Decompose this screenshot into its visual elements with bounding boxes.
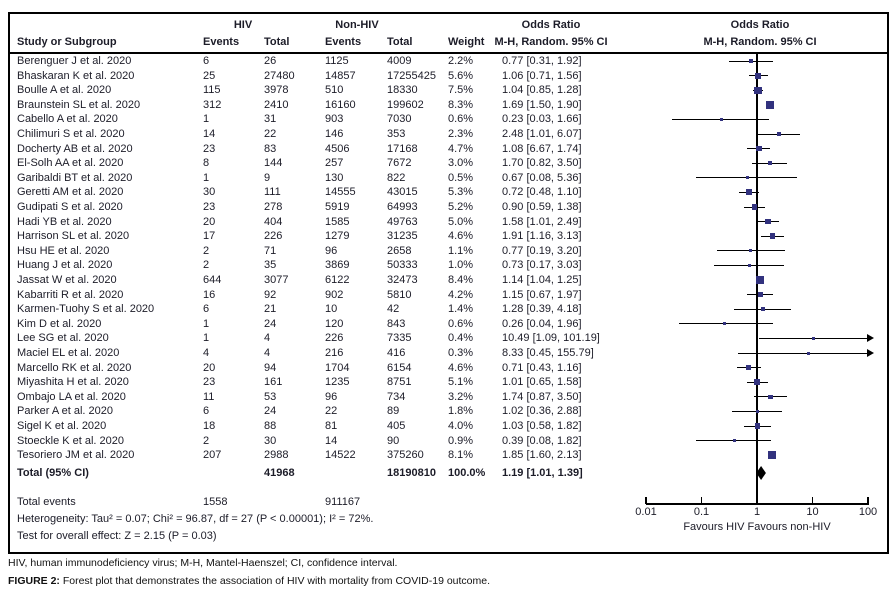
nonhiv-total-value: 7672 [387, 157, 412, 170]
hiv-events-value: 312 [203, 98, 222, 111]
hiv-total-value: 9 [264, 171, 271, 184]
weight-value: 1.4% [448, 303, 474, 316]
nonhiv-events-value: 96 [325, 390, 338, 403]
or-point-marker [758, 292, 763, 297]
nonhiv-events-value: 14 [325, 434, 338, 447]
study-name: Jassat W et al. 2020 [17, 274, 117, 286]
nonhiv-total-value: 43015 [387, 186, 418, 199]
study-row [0, 229, 648, 244]
nonhiv-total-value: 17168 [387, 142, 418, 155]
hiv-total-value: 88 [264, 420, 277, 432]
or-ci-value: 0.77 [0.31, 1.92] [502, 55, 582, 67]
axis-tick-label: 10 [806, 506, 819, 518]
study-row [0, 288, 648, 303]
hiv-total-value: 3077 [264, 274, 289, 286]
hiv-events-value: 8 [203, 157, 210, 170]
hiv-events-value: 11 [203, 390, 215, 403]
or-point-marker [748, 264, 751, 267]
total-events-row [0, 495, 648, 510]
study-name: Huang J et al. 2020 [17, 259, 113, 272]
total-label: Total (95% CI) [17, 467, 89, 479]
odds-ratio-plot-subtitle: M-H, Random. 95% CI [703, 36, 817, 48]
hiv-total-value: 92 [264, 288, 277, 301]
weight-value: 1.0% [448, 259, 474, 272]
or-ci-value: 0.72 [0.48, 1.10] [502, 186, 582, 199]
study-row [0, 200, 648, 215]
study-name: Docherty AB et al. 2020 [17, 142, 133, 155]
hiv-total-value: 278 [264, 201, 283, 213]
hiv-total-value: 35 [264, 259, 277, 272]
or-point-marker [768, 161, 772, 165]
study-row [0, 317, 648, 332]
hiv-events-value: 23 [203, 201, 216, 213]
study-name: Bhaskaran K et al. 2020 [17, 69, 135, 82]
weight-value: 4.6% [448, 361, 474, 374]
nonhiv-events-value: 226 [325, 332, 344, 345]
figure-caption [8, 575, 490, 587]
study-name: Chilimuri S et al. 2020 [17, 128, 125, 140]
weight-value: 0.3% [448, 347, 474, 359]
weight-value: 7.5% [448, 84, 474, 97]
nonhiv-events-value: 14857 [325, 69, 356, 82]
nonhiv-total-value: 822 [387, 171, 406, 184]
nonhiv-events-value: 1704 [325, 361, 350, 374]
nonhiv-total-value: 734 [387, 390, 406, 403]
figure-caption-label: FIGURE 2: [8, 575, 60, 587]
or-ci-value: 1.28 [0.39, 4.18] [502, 303, 582, 316]
weight-value: 5.2% [448, 201, 474, 213]
axis-tick [756, 497, 758, 504]
axis-tick [645, 497, 647, 504]
hiv-total-value: 30 [264, 434, 277, 447]
or-ci-value: 2.48 [1.01, 6.07] [502, 128, 582, 140]
study-name: Kim D et al. 2020 [17, 317, 102, 330]
nonhiv-total-value: 199602 [387, 98, 424, 111]
nonhiv-total-value: 2658 [387, 244, 412, 257]
weight-value: 5.3% [448, 186, 474, 199]
study-row [0, 83, 648, 98]
or-ci-value: 1.03 [0.58, 1.82] [502, 420, 582, 432]
study-name: El-Solh AA et al. 2020 [17, 157, 124, 170]
study-row [0, 112, 648, 127]
weight-value: 0.9% [448, 434, 474, 447]
study-row [0, 361, 648, 376]
hiv-events-value: 1 [203, 332, 210, 345]
hiv-events-value: 23 [203, 376, 216, 389]
nonhiv-events-value: 16160 [325, 98, 356, 111]
study-name: Geretti AM et al. 2020 [17, 186, 124, 199]
or-point-marker [756, 146, 762, 152]
or-point-marker [746, 365, 751, 370]
study-row [0, 302, 648, 317]
hiv-total-value: 111 [264, 186, 281, 199]
study-row [0, 375, 648, 390]
study-name: Garibaldi BT et al. 2020 [17, 171, 133, 184]
or-ci-value: 1.15 [0.67, 1.97] [502, 288, 582, 301]
study-row [0, 331, 648, 346]
odds-ratio-text-title: Odds Ratio [521, 19, 581, 31]
hiv-events-value: 17 [203, 230, 216, 243]
study-name: Cabello A et al. 2020 [17, 113, 118, 126]
or-point-marker [770, 233, 775, 238]
nonhiv-events-value: 22 [325, 405, 338, 418]
or-ci-value: 1.08 [6.67, 1.74] [502, 142, 582, 155]
or-ci-value: 1.85 [1.60, 2.13] [502, 449, 582, 462]
hiv-events-value: 4 [203, 347, 210, 359]
hiv-total-value: 53 [264, 390, 277, 403]
nonhiv-total-value: 5810 [387, 288, 412, 301]
figure-caption-text: Forest plot that demonstrates the association of HIV with mortality from COVID-19 outcome. [59, 575, 491, 587]
hiv-events-value: 207 [203, 449, 222, 462]
hiv-events-value: 2 [203, 434, 210, 447]
hiv-events-value: 20 [203, 361, 216, 374]
axis-tick-label: 100 [858, 506, 878, 518]
nonhiv-events-value: 10 [325, 303, 338, 316]
hiv-total-value: 31 [264, 113, 277, 126]
weight-value: 2.3% [448, 128, 474, 140]
or-ci-value: 0.71 [0.43, 1.16] [502, 361, 582, 374]
or-point-marker [755, 423, 760, 428]
hiv-events-value: 30 [203, 186, 216, 199]
nonhiv-total-value: 90 [387, 434, 400, 447]
or-ci-value: 0.23 [0.03, 1.66] [502, 113, 582, 126]
or-ci-value: 1.91 [1.16, 3.13] [502, 230, 582, 243]
weight-value: 4.0% [448, 420, 474, 432]
nonhiv-total-col-header: Total [387, 36, 413, 48]
or-point-marker [723, 322, 726, 325]
nonhiv-events-value: 510 [325, 84, 344, 97]
hiv-total-value: 22 [264, 128, 277, 140]
hiv-events-value: 6 [203, 55, 210, 67]
total-or-ci: 1.19 [1.01, 1.39] [502, 467, 583, 479]
or-point-marker [746, 176, 749, 179]
study-name: Ombajo LA et al. 2020 [17, 390, 126, 403]
hiv-events-value: 6 [203, 405, 210, 418]
nonhiv-events-value: 1235 [325, 376, 350, 389]
study-row [0, 156, 648, 171]
study-row [0, 419, 648, 434]
nonhiv-total-value: 42 [387, 303, 400, 316]
hiv-group-header: HIV [233, 19, 253, 31]
study-row [0, 390, 648, 405]
or-point-marker [756, 276, 764, 284]
weight-value: 4.6% [448, 230, 474, 243]
or-ci-value: 1.14 [1.04, 1.25] [502, 274, 582, 286]
hiv-events-value: 115 [203, 84, 221, 97]
axis-tick [812, 497, 814, 504]
weight-value: 0.5% [448, 171, 474, 184]
nonhiv-total-value: 32473 [387, 274, 418, 286]
or-point-marker [765, 219, 771, 225]
study-name: Sigel K et al. 2020 [17, 420, 107, 432]
nonhiv-events-value: 216 [325, 347, 344, 359]
weight-value: 3.0% [448, 157, 474, 170]
hiv-events-value: 1 [203, 317, 210, 330]
weight-value: 8.3% [448, 98, 474, 111]
or-ci-value: 1.04 [0.85, 1.28] [502, 84, 582, 97]
study-name: Berenguer J et al. 2020 [17, 55, 132, 67]
total-row [0, 466, 648, 481]
hiv-events-col-header: Events [203, 36, 240, 48]
nonhiv-total-value: 375260 [387, 449, 424, 462]
hiv-total-value: 161 [264, 376, 283, 389]
or-ci-value: 1.02 [0.36, 2.88] [502, 405, 582, 418]
study-name: Gudipati S et al. 2020 [17, 201, 123, 213]
weight-col-header: Weight [448, 36, 485, 48]
or-ci-value: 0.39 [0.08, 1.82] [502, 434, 582, 447]
axis-tick-label: 1 [753, 506, 761, 518]
weight-value: 4.7% [448, 142, 474, 155]
nonhiv-events-value: 1585 [325, 215, 350, 228]
total-events-hiv: 1558 [203, 496, 228, 508]
total-events-nonhiv: 911167 [325, 496, 361, 508]
or-ci-value: 0.73 [0.17, 3.03] [502, 259, 582, 272]
nonhiv-events-value: 5919 [325, 201, 350, 213]
hiv-total-value: 2410 [264, 98, 289, 111]
or-point-marker [754, 379, 760, 385]
nonhiv-events-value: 146 [325, 128, 344, 140]
hiv-events-value: 1 [203, 171, 210, 184]
axis-direction-label: Favours HIV Favours non-HIV [683, 521, 831, 533]
hiv-events-value: 20 [203, 215, 216, 228]
nonhiv-events-value: 81 [325, 420, 338, 432]
study-row [0, 434, 648, 449]
nonhiv-total-value: 8751 [387, 376, 412, 389]
study-name: Stoeckle K et al. 2020 [17, 434, 125, 447]
hiv-total-value: 4 [264, 347, 271, 359]
study-row [0, 171, 648, 186]
abbreviations-footnote: HIV, human immunodeficiency virus; M-H, Mantel-Haenszel; CI, confidence interval. [8, 557, 398, 569]
overall-effect-text: Test for overall effect: Z = 2.15 (P = 0.03) [17, 530, 217, 542]
hiv-total-value: 2988 [264, 449, 289, 462]
nonhiv-events-value: 14555 [325, 186, 356, 199]
axis-tick-label: 0.1 [693, 506, 710, 518]
nonhiv-total-value: 416 [387, 347, 406, 359]
study-row [0, 258, 648, 273]
study-row [0, 98, 648, 113]
nonhiv-total-value: 4009 [387, 55, 412, 67]
weight-value: 2.2% [448, 55, 474, 67]
nonhiv-total-value: 843 [387, 317, 406, 330]
hiv-events-value: 1 [203, 113, 210, 126]
hiv-events-value: 25 [203, 69, 216, 82]
study-name: Miyashita H et al. 2020 [17, 376, 129, 389]
hiv-total-value: 27480 [264, 69, 295, 82]
nonhiv-events-value: 4506 [325, 142, 350, 155]
or-ci-value: 0.90 [0.59, 1.38] [502, 201, 582, 213]
or-point-marker [752, 204, 758, 210]
or-ci-value: 8.33 [0.45, 155.79] [502, 347, 594, 359]
ci-arrow-right-icon [867, 334, 874, 342]
nonhiv-total-value: 18330 [387, 84, 418, 97]
hiv-total-value: 24 [264, 405, 277, 418]
ci-line [679, 323, 773, 324]
hiv-events-value: 18 [203, 420, 216, 432]
weight-value: 1.8% [448, 405, 474, 418]
or-point-marker [766, 101, 774, 109]
weight-value: 4.2% [448, 288, 474, 301]
nonhiv-events-value: 96 [325, 244, 338, 257]
nonhiv-total-value: 50333 [387, 259, 418, 272]
nonhiv-events-value: 6122 [325, 274, 350, 286]
weight-value: 5.1% [448, 376, 474, 389]
odds-ratio-plot-title: Odds Ratio [730, 19, 790, 31]
or-point-marker [733, 439, 736, 442]
weight-value: 5.6% [448, 69, 474, 82]
total-weight: 100.0% [448, 467, 486, 479]
nonhiv-events-value: 130 [325, 171, 344, 184]
study-name: Parker A et al. 2020 [17, 405, 114, 418]
or-ci-value: 0.77 [0.19, 3.20] [502, 244, 582, 257]
hiv-total-col-header: Total [264, 36, 290, 48]
ci-arrow-right-icon [867, 349, 874, 357]
hiv-events-value: 2 [203, 244, 210, 257]
axis-tick [701, 497, 703, 504]
nonhiv-total-value: 17255425 [387, 69, 436, 82]
nonhiv-total-value: 89 [387, 405, 400, 418]
or-point-marker [807, 352, 810, 355]
study-col-header: Study or Subgroup [17, 36, 117, 48]
odds-ratio-text-subtitle: M-H, Random. 95% CI [494, 36, 608, 48]
or-ci-value: 10.49 [1.09, 101.19] [502, 332, 600, 345]
hiv-total-value: 21 [264, 303, 277, 316]
heterogeneity-text: Heterogeneity: Tau² = 0.07; Chi² = 96.87, df = 27 (P < 0.00001); I² = 72%. [17, 513, 374, 525]
hiv-events-value: 2 [203, 259, 210, 272]
nonhiv-total-value: 7335 [387, 332, 412, 345]
hiv-total-value: 404 [264, 215, 283, 228]
or-point-marker [812, 337, 815, 340]
nonhiv-events-value: 14522 [325, 449, 356, 462]
nonhiv-events-value: 120 [325, 317, 344, 330]
hiv-total-value: 26 [264, 55, 277, 67]
hiv-events-value: 6 [203, 303, 210, 316]
study-name: Lee SG et al. 2020 [17, 332, 109, 345]
or-point-marker [768, 451, 776, 459]
hiv-total-value: 226 [264, 230, 283, 243]
nonhiv-total-value: 64993 [387, 201, 418, 213]
hiv-total-value: 83 [264, 142, 277, 155]
total-events-label: Total events [17, 496, 76, 508]
study-row [0, 448, 648, 463]
or-point-marker [754, 87, 761, 94]
study-name: Braunstein SL et al. 2020 [17, 98, 141, 111]
or-point-marker [746, 189, 752, 195]
nonhiv-events-value: 1279 [325, 230, 350, 243]
total-hiv-total: 41968 [264, 467, 295, 479]
hiv-events-value: 16 [203, 288, 216, 301]
nonhiv-events-value: 1125 [325, 55, 349, 67]
ci-line [738, 353, 868, 354]
total-nonhiv-total: 18190810 [387, 467, 436, 479]
or-ci-value: 1.06 [0.71, 1.56] [502, 69, 582, 82]
or-point-marker [768, 395, 773, 400]
study-name: Hadi YB et al. 2020 [17, 215, 112, 228]
hiv-total-value: 4 [264, 332, 271, 345]
weight-value: 5.0% [448, 215, 474, 228]
weight-value: 8.1% [448, 449, 474, 462]
hiv-events-value: 14 [203, 128, 216, 140]
nonhiv-total-value: 49763 [387, 215, 418, 228]
hiv-total-value: 3978 [264, 84, 289, 97]
study-row [0, 127, 648, 142]
study-row [0, 273, 648, 288]
study-row [0, 404, 648, 419]
or-point-marker [720, 118, 723, 121]
study-row [0, 346, 648, 361]
weight-value: 8.4% [448, 274, 474, 286]
or-ci-value: 0.26 [0.04, 1.96] [502, 317, 582, 330]
hiv-events-value: 23 [203, 142, 216, 155]
or-point-marker [755, 73, 761, 79]
weight-value: 0.6% [448, 317, 474, 330]
study-name: Karmen-Tuohy S et al. 2020 [17, 303, 155, 316]
hiv-total-value: 71 [264, 244, 277, 257]
study-row [0, 142, 648, 157]
axis-tick [867, 497, 869, 504]
nonhiv-total-value: 7030 [387, 113, 412, 126]
or-ci-value: 1.58 [1.01, 2.49] [502, 215, 582, 228]
study-row [0, 185, 648, 200]
or-ci-value: 1.70 [0.82, 3.50] [502, 157, 582, 170]
study-name: Marcello RK et al. 2020 [17, 361, 132, 374]
or-point-marker [749, 59, 753, 63]
study-name: Harrison SL et al. 2020 [17, 230, 130, 243]
or-ci-value: 1.01 [0.65, 1.58] [502, 376, 582, 389]
study-name: Tesoriero JM et al. 2020 [17, 449, 135, 462]
study-row [0, 215, 648, 230]
study-name: Boulle A et al. 2020 [17, 84, 112, 97]
nonhiv-total-value: 6154 [387, 361, 412, 374]
nonhiv-events-value: 257 [325, 157, 344, 170]
weight-value: 0.6% [448, 113, 474, 126]
hiv-total-value: 94 [264, 361, 277, 374]
or-point-marker [777, 132, 781, 136]
nonhiv-total-value: 405 [387, 420, 406, 432]
or-point-marker [761, 307, 764, 310]
nonhiv-total-value: 31235 [387, 230, 418, 243]
nonhiv-events-col-header: Events [325, 36, 362, 48]
hiv-total-value: 24 [264, 317, 277, 330]
study-row [0, 244, 648, 259]
weight-value: 3.2% [448, 390, 474, 403]
nonhiv-total-value: 353 [387, 128, 406, 140]
nonhiv-events-value: 902 [325, 288, 344, 301]
study-row [0, 54, 648, 69]
axis-tick-label: 0.01 [635, 506, 657, 518]
study-name: Hsu HE et al. 2020 [17, 244, 110, 257]
study-name: Kabarriti R et al. 2020 [17, 288, 124, 301]
nonhiv-group-header: Non-HIV [335, 19, 379, 31]
hiv-total-value: 144 [264, 157, 283, 170]
weight-value: 0.4% [448, 332, 474, 345]
nonhiv-events-value: 903 [325, 113, 344, 126]
or-ci-value: 1.69 [1.50, 1.90] [502, 98, 582, 111]
hiv-events-value: 644 [203, 274, 222, 286]
weight-value: 1.1% [448, 244, 474, 257]
study-name: Maciel EL et al. 2020 [17, 347, 120, 359]
or-point-marker [749, 249, 752, 252]
or-ci-value: 1.74 [0.87, 3.50] [502, 390, 582, 403]
study-row [0, 69, 648, 84]
nonhiv-events-value: 3869 [325, 259, 350, 272]
or-ci-value: 0.67 [0.08, 5.36] [502, 171, 582, 184]
or-point-marker [756, 410, 760, 414]
